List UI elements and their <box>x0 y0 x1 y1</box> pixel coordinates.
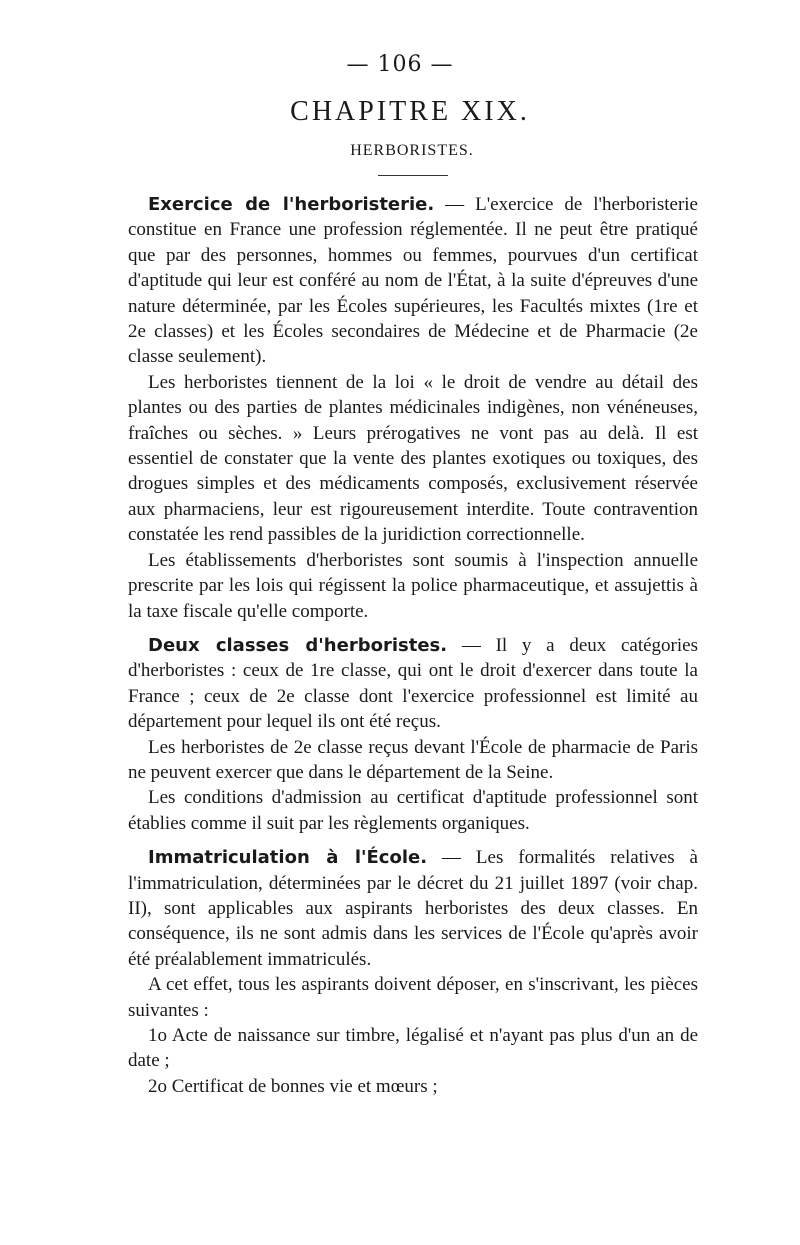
body-text <box>128 192 698 1099</box>
paragraph-text: — Il y a deux catégories d'herboristes : ceux de 1re classe, qui ont le droit d'exercer dans toute la France ; ceux de 2e classe dont l'exercice professionnel est limité au département pour lequel ils ont été reçus. <box>128 634 698 733</box>
chapter-subtitle: HERBORISTES. <box>350 142 474 159</box>
paragraph: A cet effet, tous les aspirants doivent déposer, en s'inscrivant, les pièces suivantes : <box>128 974 698 1021</box>
list-item: 2o Certificat de bonnes vie et mœurs ; <box>148 1075 438 1097</box>
section-heading: Immatriculation à l'École. <box>148 847 428 869</box>
page-number: — 106 — <box>346 52 454 77</box>
paragraph <box>128 633 698 735</box>
chapter-title: CHAPITRE XIX. <box>290 96 530 127</box>
paragraph-text: — L'exercice de l'herboristerie constitue en France une profession réglementée. Il ne peut être pratiqué que par des personnes, hommes ou femmes, pourvues d'un certificat d'aptitude qui leur est conféré au nom de l'État, à la suite d'épreuves d'une nature déterminée, par les Écoles supérieures, les Facultés mixtes (1re et 2e classes) et les Écoles secondaires de Médecine et de Pharmacie (2e classe seulement). <box>128 194 698 368</box>
paragraph: Les conditions d'admission au certificat d'aptitude professionnel sont établies comme il suit par les règlements organiques. <box>128 787 698 834</box>
paragraph: Les herboristes tiennent de la loi « le droit de vendre au détail des plantes ou des parties de plantes médicinales indigènes, non vénéneuses, fraîches ou sèches. » Leurs prérogatives ne vont pas au delà. Il est essentiel de constater que la vente des plantes exotiques ou toxiques, des drogues simples et des médicaments composés, exclusivement réservée aux pharmaciens, leur est rigoureusement interdite. Toute contravention constatée les rend passibles de la juridiction correctionnelle. <box>128 371 698 546</box>
title-divider <box>378 175 448 176</box>
section-heading: Deux classes d'herboristes. <box>148 634 448 656</box>
paragraph <box>128 192 698 370</box>
paragraph: Les établissements d'herboristes sont soumis à l'inspection annuelle prescrite par les lois qui régissent la police pharmaceutique, et assujettis à la taxe fiscale qu'elle comporte. <box>128 549 698 622</box>
list-item: 1o Acte de naissance sur timbre, légalisé et n'ayant pas plus d'un an de date ; <box>128 1025 698 1072</box>
paragraph-text: — Les formalités relatives à l'immatriculation, déterminées par le décret du 21 juillet 1897 (voir chap. II), sont applicables aux aspirants herboristes des deux classes. En conséquence, ils ne sont admis dans les services de l'École qu'après avoir été préalablement immatriculés. <box>128 847 698 970</box>
paragraph: Les herboristes de 2e classe reçus devant l'École de pharmacie de Paris ne peuvent exercer que dans le département de la Seine. <box>128 736 698 783</box>
paragraph <box>128 845 698 972</box>
section-heading: Exercice de l'herboristerie. <box>148 194 435 215</box>
